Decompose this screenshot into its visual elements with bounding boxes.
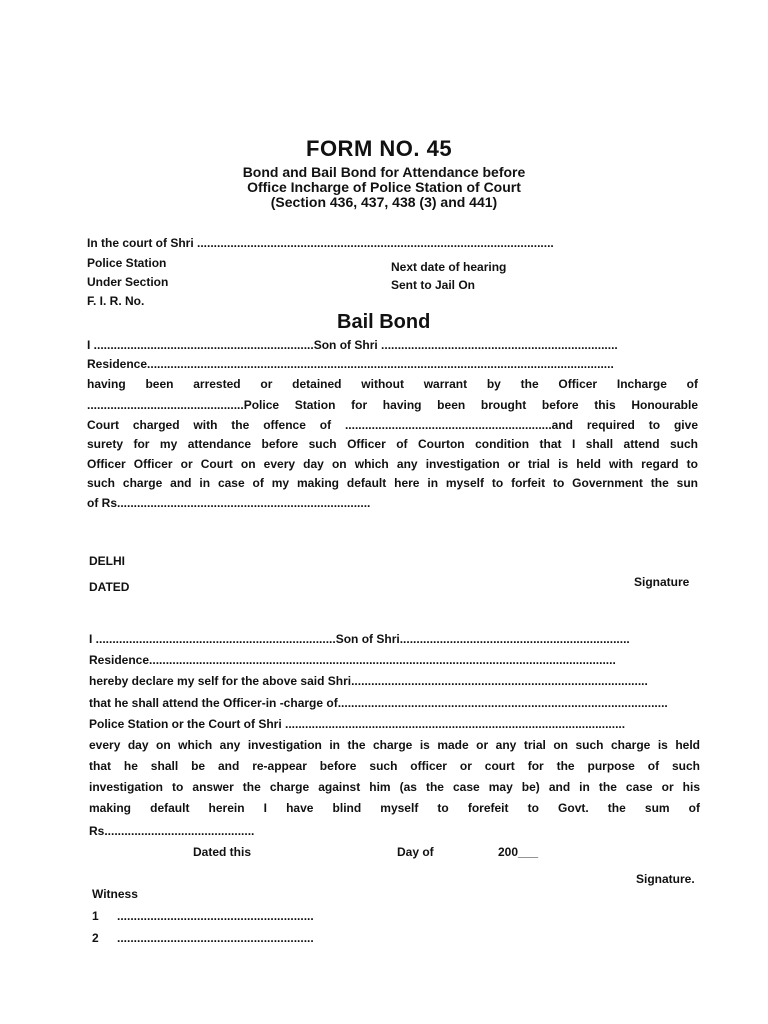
bail-bond-heading: Bail Bond xyxy=(337,311,431,333)
surety-declare-line: hereby declare my self for the above said Shri......................................................................................... xyxy=(89,674,648,688)
dated-label: DATED xyxy=(89,580,130,594)
form-subtitle-3: (Section 436, 437, 438 (3) and 441) xyxy=(270,194,498,210)
surety-court-line: Police Station or the Court of Shri ...................................................................................................... xyxy=(89,717,626,731)
year-label: 200___ xyxy=(498,845,539,859)
fir-no-label: F. I. R. No. xyxy=(87,294,145,308)
bail-bond-para-line: such charge and in case of my making default here in myself to forfeit to Government the sun xyxy=(87,476,698,490)
day-of-label: Day of xyxy=(397,845,434,859)
surety-amount-line: Rs............................................. xyxy=(89,824,255,838)
surety-residence-line: Residence............................................................................................................................................ xyxy=(89,653,616,667)
witness-line: ........................................................... xyxy=(117,931,314,945)
sent-to-jail-label: Sent to Jail On xyxy=(391,278,476,292)
form-subtitle-2: Office Incharge of Police Station of Court xyxy=(247,179,521,195)
bail-bond-para-line: ...............................................Police Station for having been brought before this Honourable xyxy=(87,398,698,412)
dated-this-label: Dated this xyxy=(193,845,252,859)
witness-label: Witness xyxy=(92,887,138,901)
witness-line: ........................................................... xyxy=(117,909,314,923)
signature-label: Signature xyxy=(634,575,690,589)
bail-bond-amount-line: of Rs............................................................................ xyxy=(87,496,371,510)
form-subtitle-1: Bond and Bail Bond for Attendance before xyxy=(242,164,526,180)
witness-number: 1 xyxy=(92,909,99,923)
under-section-label: Under Section xyxy=(87,275,169,289)
surety-para-line: making default herein I have blind myself to forefeit to Govt. the sum of xyxy=(89,801,700,815)
bail-bond-para-line: having been arrested or detained without warrant by the Officer Incharge of xyxy=(87,377,698,391)
police-station-label: Police Station xyxy=(87,256,167,270)
bail-bond-name-line: I ..................................................................Son of Shri ....................................................................... xyxy=(87,338,618,352)
bail-bond-para-line: Officer Officer or Court on every day on which any investigation or trial is held with regard to xyxy=(87,457,698,471)
witness-number: 2 xyxy=(92,931,99,945)
bail-bond-para-line: Court charged with the offence of ..............................................................and required to give xyxy=(87,418,698,432)
surety-signature-label: Signature. xyxy=(636,872,695,886)
surety-attend-line: that he shall attend the Officer-in -charge of................................................................................................... xyxy=(89,696,668,710)
bail-bond-residence-line: Residence............................................................................................................................................ xyxy=(87,357,614,371)
form-number: FORM NO. 45 xyxy=(306,136,453,161)
surety-para-line: investigation to answer the charge against him (as the case may be) and in the case or his xyxy=(89,780,700,794)
surety-para-line: every day on which any investigation in the charge is made or any trial on such charge is held xyxy=(89,738,700,752)
surety-name-line: I ........................................................................Son of Shri..................................................................... xyxy=(89,632,630,646)
next-hearing-label: Next date of hearing xyxy=(391,260,507,274)
place-label: DELHI xyxy=(89,554,125,568)
surety-para-line: that he shall be and re-appear before such officer or court for the purpose of such xyxy=(89,759,700,773)
bail-bond-para-line: surety for my attendance before such Officer of Courton condition that I shall attend such xyxy=(87,437,698,451)
court-line: In the court of Shri ........................................................................................................... xyxy=(87,236,554,250)
